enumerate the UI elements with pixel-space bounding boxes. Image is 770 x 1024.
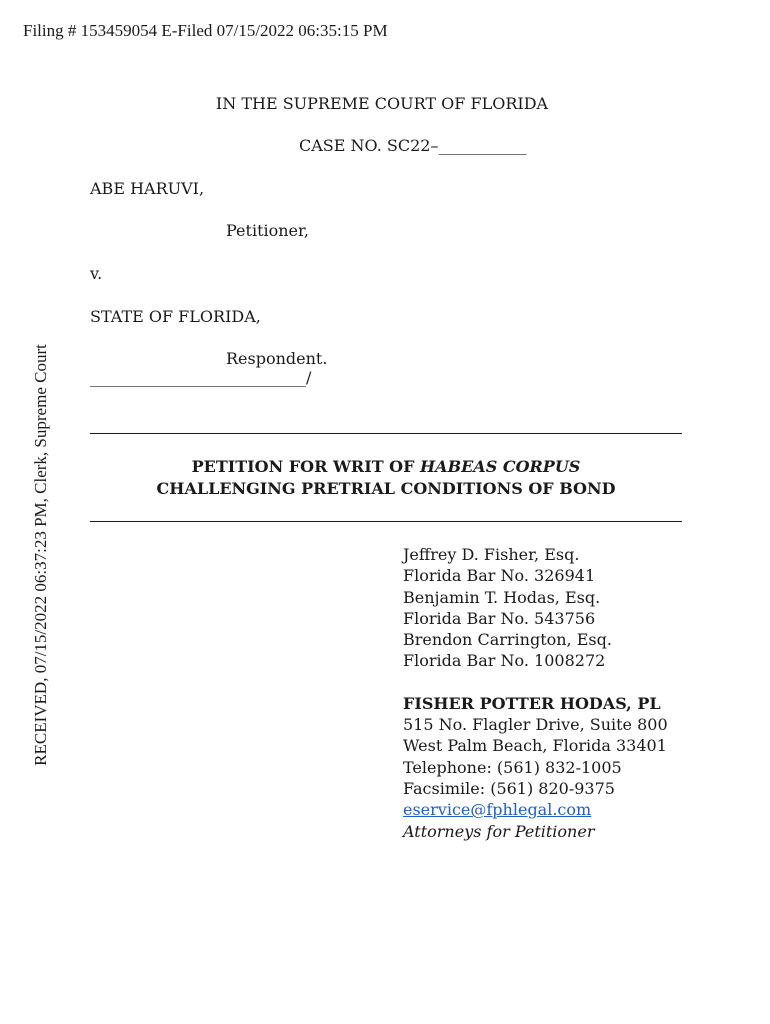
attorney-bar-number: Florida Bar No. 326941 [403, 566, 596, 586]
case-number-label: CASE NO. SC22– [299, 136, 439, 155]
petition-title [90, 456, 682, 500]
firm-facsimile: Facsimile: (561) 820-9375 [403, 778, 615, 798]
counsel-block [403, 544, 668, 842]
bottom-divider [90, 521, 682, 522]
respondent-name: STATE OF FLORIDA, [90, 307, 261, 326]
attorneys-for: Attorneys for Petitioner [403, 821, 595, 841]
spacer [403, 672, 668, 693]
firm-address-line2: West Palm Beach, Florida 33401 [403, 736, 667, 756]
received-stamp: RECEIVED, 07/15/2022 06:37:23 PM, Clerk, Supreme Court [31, 344, 50, 766]
case-number-blank: ___________ [438, 136, 527, 155]
caption-end-line: ___________________________/ [90, 368, 312, 387]
firm-telephone: Telephone: (561) 832-1005 [403, 757, 622, 777]
petition-title-line2: CHALLENGING PRETRIAL CONDITIONS OF BOND [156, 479, 616, 498]
petition-title-line1 [90, 456, 682, 478]
versus: v. [90, 264, 103, 283]
attorney-bar-number: Florida Bar No. 543756 [403, 608, 596, 628]
respondent-role: Respondent. [226, 349, 328, 368]
petition-title-prefix: PETITION FOR WRIT OF [191, 457, 421, 476]
court-title: IN THE SUPREME COURT OF FLORIDA [215, 94, 549, 113]
filing-header: Filing # 153459054 E-Filed 07/15/2022 06:35:15 PM [23, 21, 388, 40]
attorney-bar-number: Florida Bar No. 1008272 [403, 651, 606, 671]
attorney-name: Benjamin T. Hodas, Esq. [403, 587, 601, 607]
firm-name: FISHER POTTER HODAS, PL [403, 693, 661, 713]
petitioner-role: Petitioner, [226, 221, 309, 240]
attorney-name: Brendon Carrington, Esq. [403, 630, 612, 650]
top-divider [90, 433, 682, 434]
firm-address-line1: 515 No. Flagler Drive, Suite 800 [403, 715, 668, 735]
attorney-name: Jeffrey D. Fisher, Esq. [403, 545, 580, 564]
petitioner-name: ABE HARUVI, [90, 179, 205, 198]
email-link[interactable]: eservice@fphlegal.com [403, 800, 592, 820]
case-number [299, 136, 526, 155]
petition-title-italic: HABEAS CORPUS [420, 457, 581, 476]
